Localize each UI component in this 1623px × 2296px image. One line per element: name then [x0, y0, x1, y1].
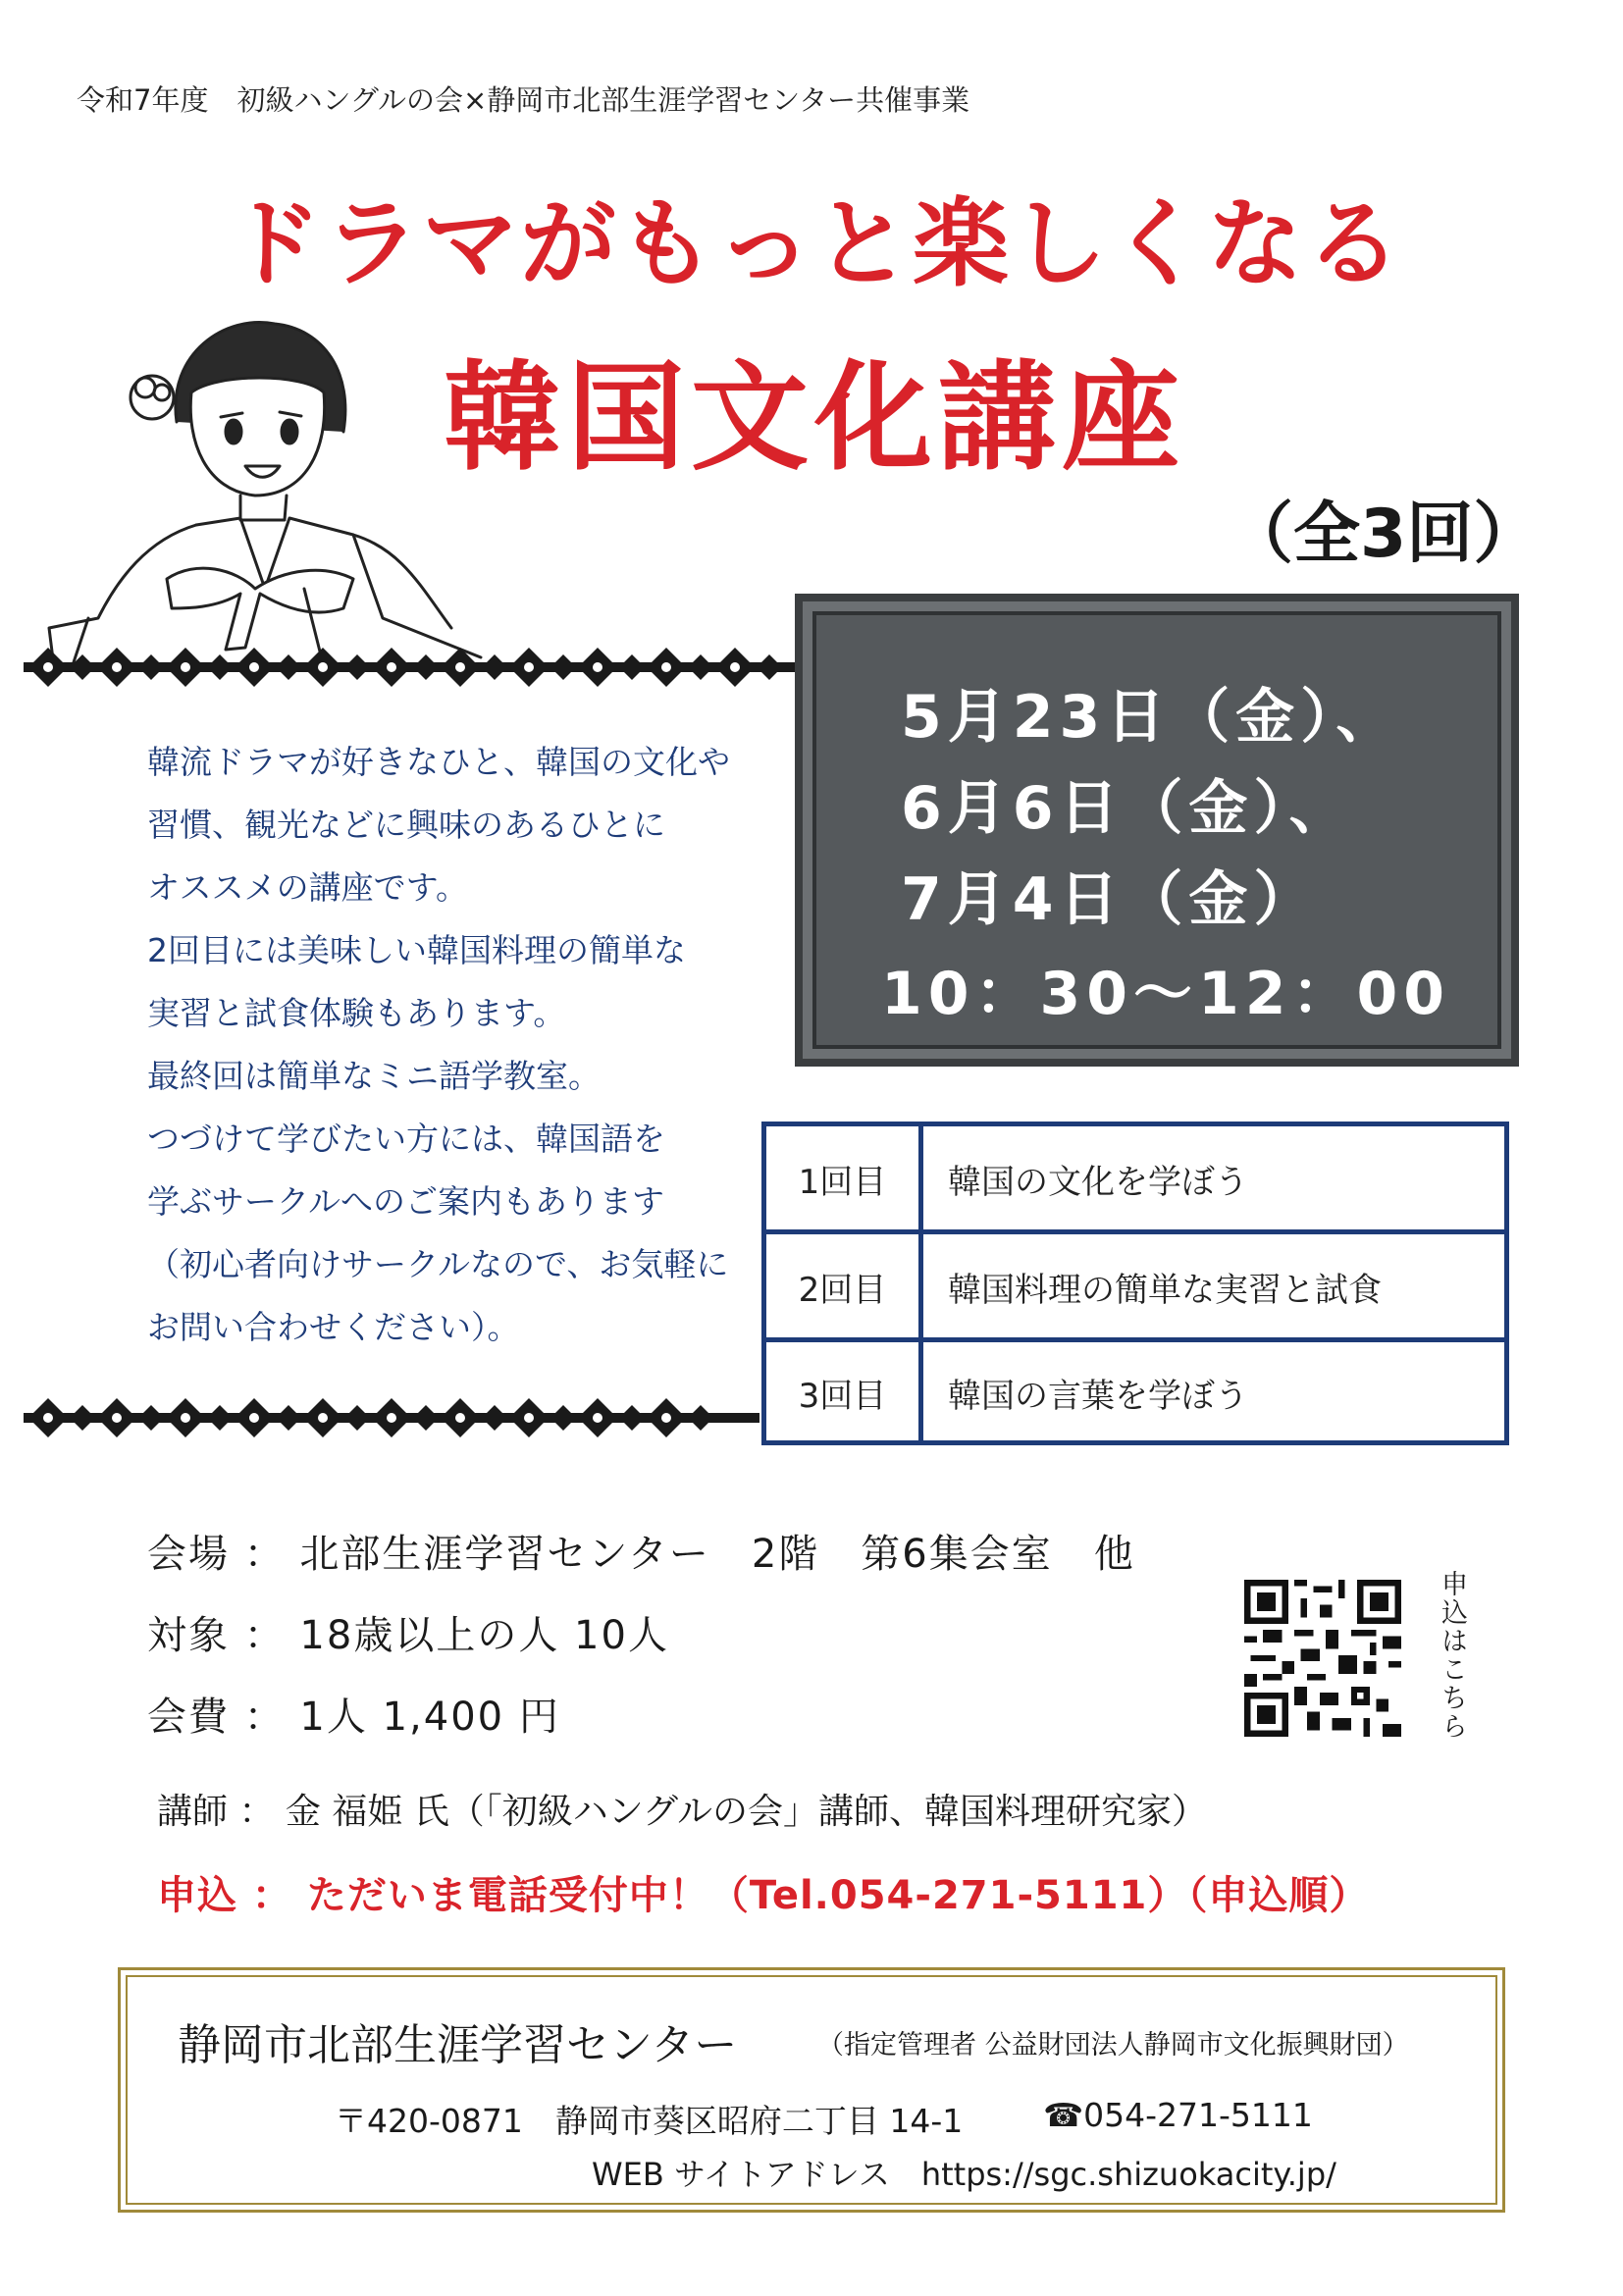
decorative-pattern-top: [24, 643, 809, 692]
table-row: [766, 1126, 1504, 1231]
address-text: 〒420-0871 静岡市葵区昭府二丁目 14-1: [335, 2102, 964, 2140]
session-topic: 韓国料理の簡単な実習と試食: [948, 1271, 1382, 1310]
date-line-2: 6月6日（金）、: [901, 774, 1354, 843]
header-line: 令和7年度 初級ハングルの会×静岡市北部生涯学習センター共催事業: [77, 83, 970, 117]
apply-line: 申込 ： ただいま電話受付中！（Tel.054-271-5111）（申込順）: [157, 1873, 1370, 1918]
website-text[interactable]: WEB サイトアドレス https://sgc.shizuokacity.jp/: [592, 2156, 1336, 2193]
phone-text: ☎054-271-5111: [1043, 2096, 1313, 2134]
qr-code[interactable]: [1244, 1580, 1401, 1737]
time-line: 10：30～12：00: [881, 960, 1450, 1028]
intro-line: 学ぶサークルへのご案内もあります: [147, 1182, 665, 1221]
target-line: 対象 ： 18歳以上の人 10人: [147, 1613, 669, 1658]
intro-text: [147, 731, 775, 1359]
intro-line: オススメの講座です。: [147, 868, 469, 907]
session-number: 1回目: [766, 1126, 923, 1231]
session-topic: 韓国の文化を学ぼう: [948, 1163, 1248, 1202]
venue-line: 会場 ： 北部生涯学習センター 2階 第6集会室 他: [147, 1532, 1135, 1577]
intro-line: （初心者向けサークルなので、お気軽に: [147, 1245, 729, 1283]
lecturer-line: 講師 ： 金 福姫 氏（「初級ハングルの会」講師、韓国料理研究家）: [157, 1792, 1207, 1832]
manager-text: （指定管理者 公益財団法人静岡市文化振興財団）: [817, 2030, 1409, 2061]
decorative-pattern-bottom: [24, 1393, 759, 1442]
intro-line: 2回目には美味しい韓国料理の簡単な: [147, 931, 686, 969]
session-number: 3回目: [766, 1340, 923, 1445]
fee-line: 会費 ： 1人 1,400 円: [147, 1695, 560, 1740]
title-line-2: 韓国文化講座: [444, 350, 1185, 487]
intro-line: 習慣、観光などに興味のあるひとに: [147, 806, 665, 844]
intro-line: 実習と試食体験もあります。: [147, 994, 566, 1032]
session-table: [761, 1122, 1509, 1445]
center-name: 静岡市北部生涯学習センター: [178, 2020, 738, 2070]
intro-line: お問い合わせください）。: [147, 1308, 520, 1346]
hanbok-woman-illustration: [29, 294, 491, 667]
date-line-1: 5月23日（金）、: [901, 683, 1401, 752]
intro-line: つづけて学びたい方には、韓国語を: [147, 1120, 665, 1158]
schedule-board: [795, 594, 1519, 1067]
session-topic: 韓国の言葉を学ぼう: [948, 1377, 1248, 1416]
qr-label: 申込はこちら: [1437, 1570, 1467, 1741]
table-row: [766, 1340, 1504, 1445]
title-line-1: ドラマがもっと楽しくなる: [225, 188, 1403, 300]
date-line-3: 7月4日（金）: [901, 865, 1319, 934]
session-number: 2回目: [766, 1234, 923, 1339]
intro-line: 最終回は簡単なミニ語学教室。: [147, 1057, 601, 1095]
title-line-3: （全3回）: [1227, 496, 1541, 573]
intro-line: 韓流ドラマが好きなひと、韓国の文化や: [147, 743, 730, 781]
table-row: [766, 1234, 1504, 1339]
footer-box: [118, 1967, 1505, 2213]
